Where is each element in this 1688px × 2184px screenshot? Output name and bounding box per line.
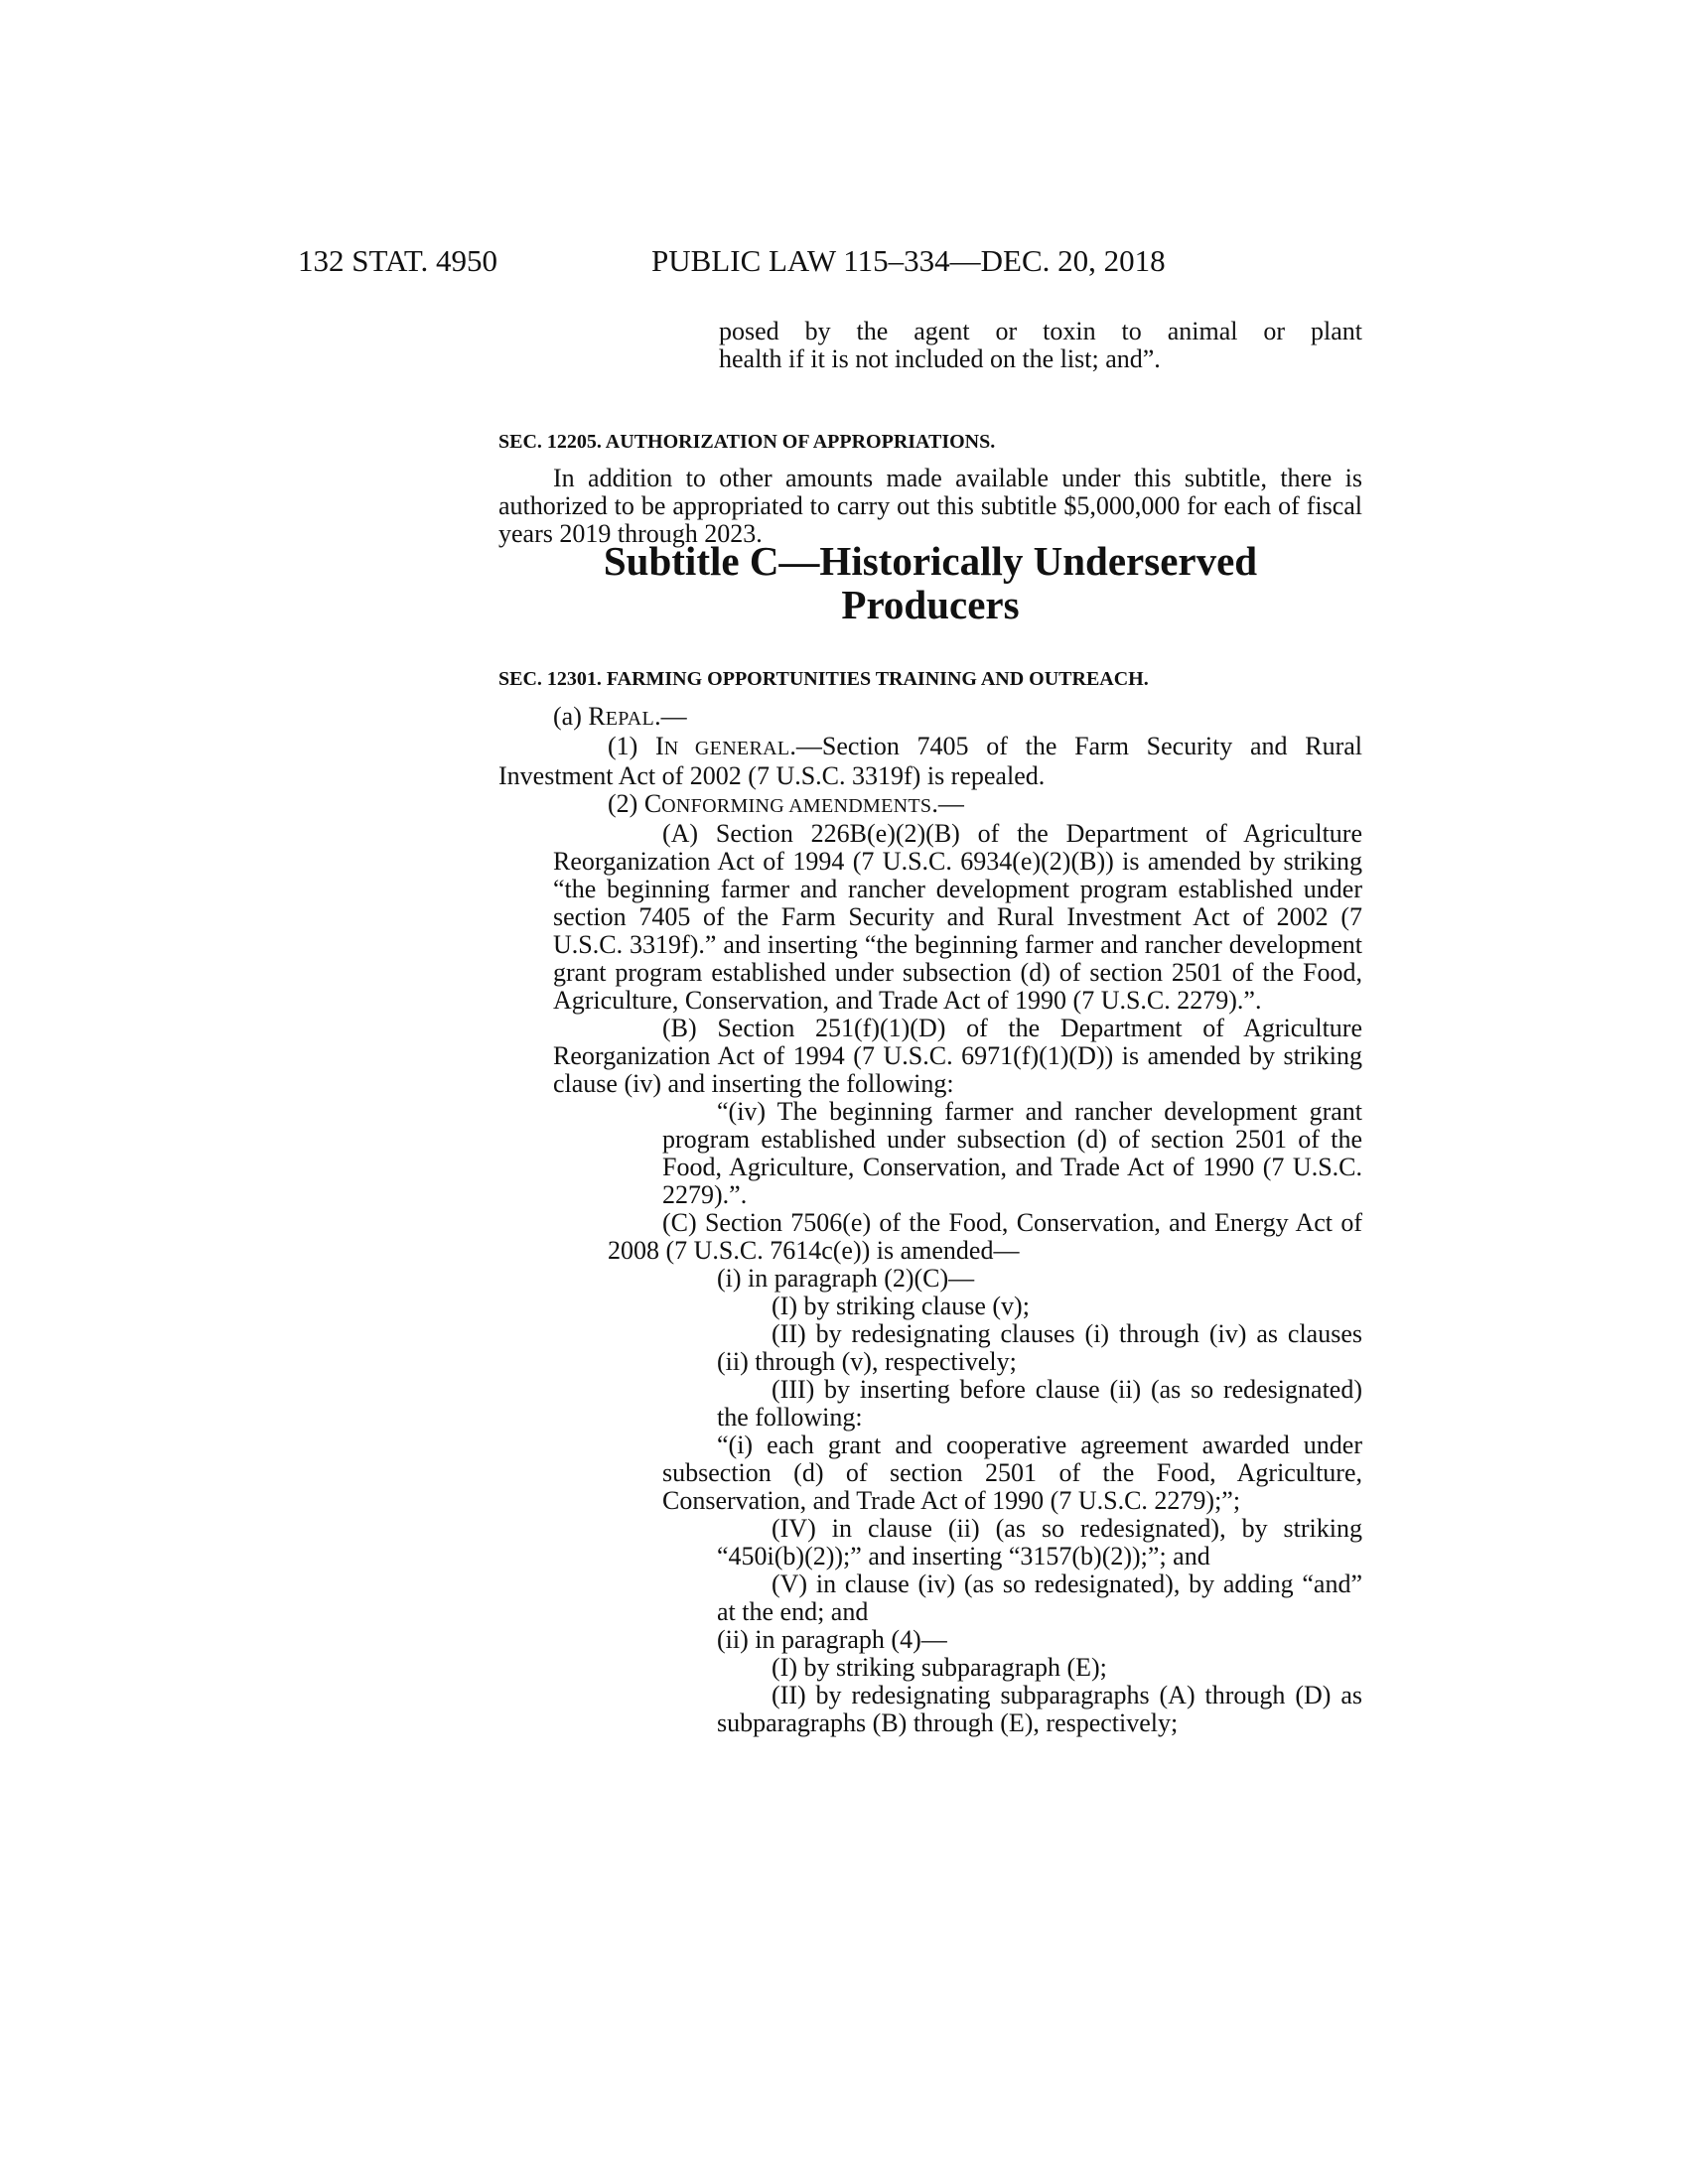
subclause-C-i-I: (I) by striking clause (v); [772, 1292, 1030, 1320]
subtitle-line-2: Producers [841, 582, 1020, 627]
subparagraph-C: (C) Section 7506(e) of the Food, Conservation, and Energy Act of 2008 (7 U.S.C. 7614c(e)) is amended— [608, 1208, 1362, 1265]
subclause-C-i-IV: (IV) in clause (ii) (as so redesignated), by striking “450i(b)(2));” and inserting “3157(b)(2));”; and [717, 1514, 1362, 1570]
stat-citation: 132 STAT. 4950 [298, 243, 498, 278]
subparagraph-B: (B) Section 251(f)(1)(D) of the Department of Agriculture Reorganization Act of 1994 (7 U.S.C. 6971(f)(1)(D)) is amended by striking clause (iv) and inserting the following: [553, 1014, 1362, 1098]
quoted-clause-i: “(i) each grant and cooperative agreement awarded under subsection (d) of section 2501 of the Food, Agriculture, Conservation, and Trade Act of 1990 (7 U.S.C. 2279);”; [662, 1431, 1362, 1515]
clause-C-ii: (ii) in paragraph (4)— [717, 1625, 947, 1654]
section-12301-body [498, 703, 1362, 1737]
clause-C-i: (i) in paragraph (2)(C)— [717, 1264, 975, 1293]
subclause-C-i-III: (III) by inserting before clause (ii) (as so redesignated) the following: [717, 1375, 1362, 1432]
section-12205-paragraph: In addition to other amounts made available under this subtitle, there is authorized to be appropriated to carry out this subtitle $5,000,000 for each of fiscal years 2019 through 2023. [498, 464, 1362, 548]
paragraph-2-conforming: (2) CONFORMING AMENDMENTS.— [608, 789, 964, 818]
public-law-line: PUBLIC LAW 115–334—DEC. 20, 2018 [651, 243, 1166, 278]
subclause-C-i-II: (II) by redesignating clauses (i) through (iv) as clauses (ii) through (v), respectively; [717, 1319, 1362, 1376]
continued-text [719, 318, 1362, 373]
subtitle-line-1: Subtitle C—Historically Underserved [603, 538, 1258, 584]
subclause-C-ii-I: (I) by striking subparagraph (E); [772, 1653, 1107, 1682]
section-12301-heading: SEC. 12301. FARMING OPPORTUNITIES TRAINING AND OUTREACH. [498, 668, 1149, 690]
paragraph-1-in-general: (1) IN GENERAL.—Section 7405 of the Farm Security and Rural Investment Act of 2002 (7 U.S.C. 3319f) is repealed. [498, 732, 1362, 790]
subclause-C-ii-II: (II) by redesignating subparagraphs (A) through (D) as subparagraphs (B) through (E), respectively; [717, 1681, 1362, 1737]
continued-line-2: health if it is not included on the list; and”. [719, 344, 1161, 373]
subtitle-heading [498, 539, 1362, 626]
subsection-a-repeal: (a) REPAL.— [553, 702, 687, 731]
subparagraph-A: (A) Section 226B(e)(2)(B) of the Department of Agriculture Reorganization Act of 1994 (7 U.S.C. 6934(e)(2)(B)) is amended by striking “the beginning farmer and rancher development program established under section 7405 of the Farm Security and Rural Investment Act of 2002 (7 U.S.C. 3319f).” and inserting “the beginning farmer and rancher development grant program established under subsection (d) of section 2501 of the Food, Agriculture, Conservation, and Trade Act of 1990 (7 U.S.C. 2279).”. [553, 819, 1362, 1015]
continued-line-1: posed by the agent or toxin to animal or plant [719, 317, 1362, 345]
section-12205-heading: SEC. 12205. AUTHORIZATION OF APPROPRIATIONS. [498, 431, 996, 453]
subclause-C-i-V: (V) in clause (iv) (as so redesignated), by adding “and” at the end; and [717, 1570, 1362, 1626]
subparagraph-B-clause-iv: “(iv) The beginning farmer and rancher development grant program established under subsection (d) of section 2501 of the Food, Agriculture, Conservation, and Trade Act of 1990 (7 U.S.C. 2279).”. [662, 1097, 1362, 1209]
section-12205-body [498, 465, 1362, 548]
